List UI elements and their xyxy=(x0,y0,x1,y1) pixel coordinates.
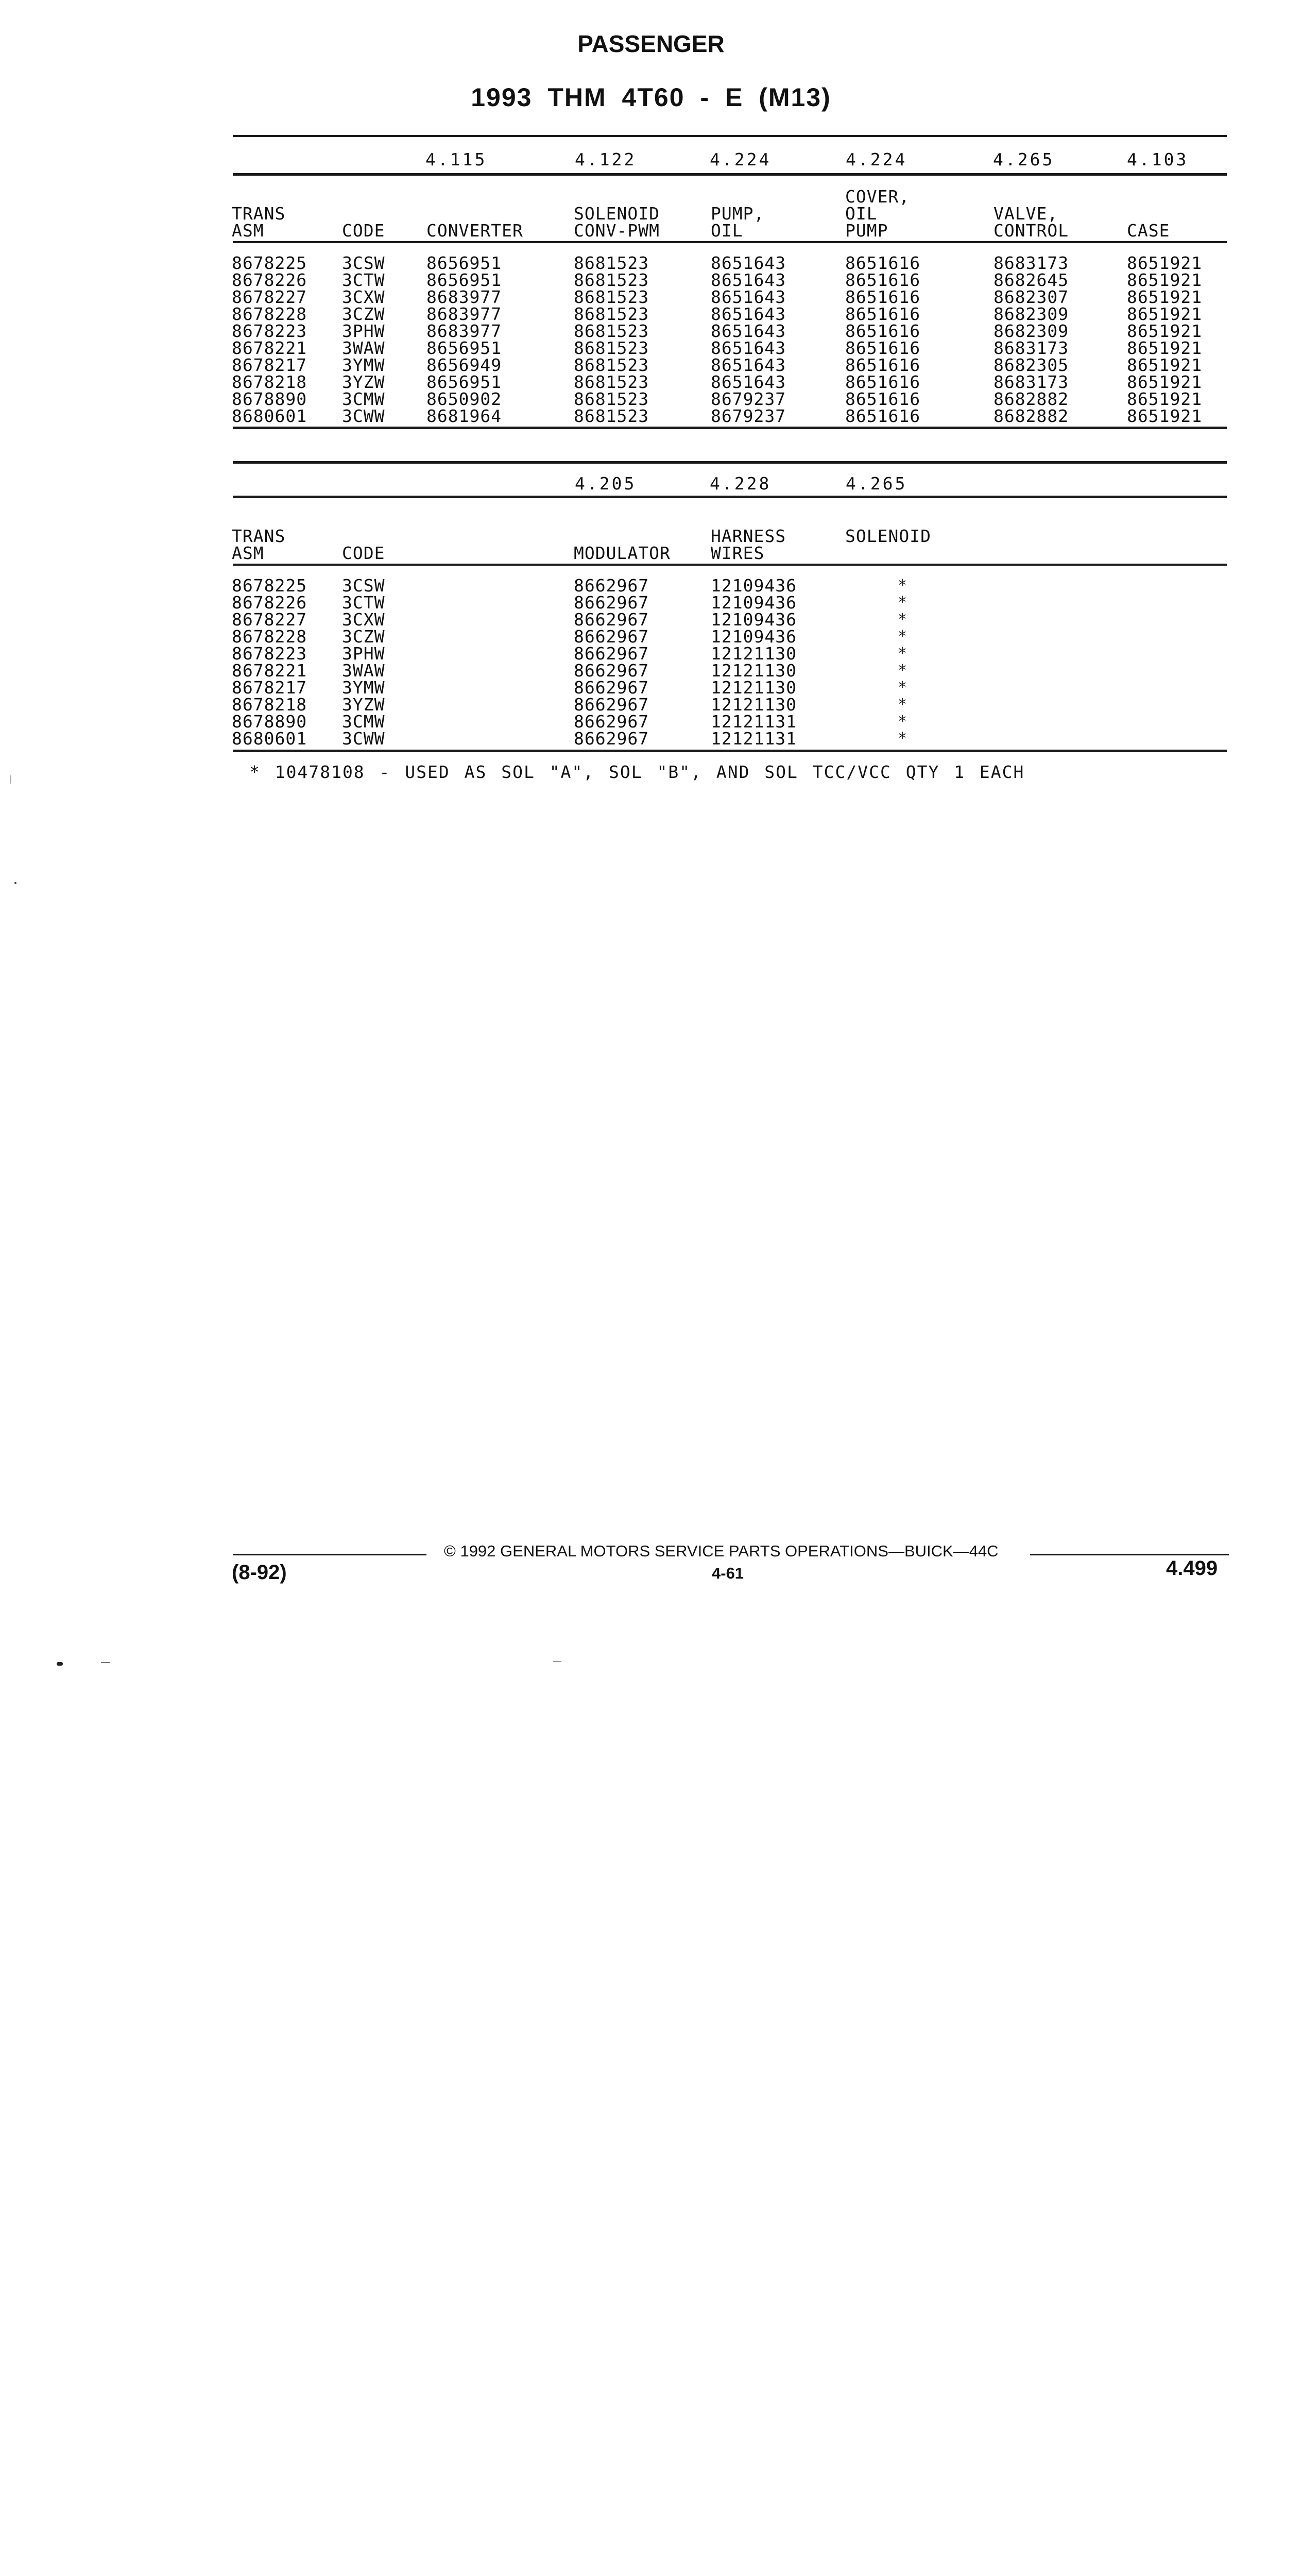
table-row: 8678226 xyxy=(232,270,307,290)
table-cell: 8651921 xyxy=(1127,338,1203,358)
table-cell: 8662967 xyxy=(574,677,649,698)
table1-top-rule xyxy=(233,135,1227,137)
table-cell: 12109436 xyxy=(711,575,797,596)
scan-speck xyxy=(57,1662,63,1666)
table-cell: 8651616 xyxy=(845,389,921,409)
table2-header-rule xyxy=(233,496,1227,498)
footer-right-rule xyxy=(1030,1554,1229,1555)
col-solenoid-line1: SOLENOID xyxy=(574,204,660,224)
table-cell: 3CTW xyxy=(342,270,385,290)
table-row: 8678228 xyxy=(232,626,307,647)
table-row: 8678223 xyxy=(232,321,307,341)
table-cell: 12109436 xyxy=(711,626,797,647)
table-cell: 8651643 xyxy=(711,321,786,341)
table-cell: 3CSW xyxy=(342,253,385,273)
col-pump-line2: OIL xyxy=(711,221,743,241)
table-cell: 8679237 xyxy=(711,389,786,409)
col-converter: CONVERTER xyxy=(426,221,523,241)
table-cell: 8682309 xyxy=(993,321,1069,341)
table-row: 8678218 xyxy=(232,372,307,392)
table-cell: 8682305 xyxy=(993,355,1069,375)
table-cell: 8681523 xyxy=(574,287,649,307)
table-cell: 8650902 xyxy=(426,389,502,409)
col2-trans-asm-line1: TRANS xyxy=(232,526,286,546)
table-cell: 8683173 xyxy=(993,372,1069,392)
table-cell: 12121130 xyxy=(711,643,797,664)
table-row: 8680601 xyxy=(232,406,307,426)
table2-bottom-rule xyxy=(233,750,1227,752)
table-cell: 3PHW xyxy=(342,321,385,341)
table-row: 8678223 xyxy=(232,643,307,664)
table-cell: 3CZW xyxy=(342,626,385,647)
table-cell: 8683977 xyxy=(426,304,502,324)
table-cell: 8651616 xyxy=(845,253,921,273)
table-row: 8678218 xyxy=(232,694,307,715)
col-case: CASE xyxy=(1127,221,1170,241)
ref-solenoid-conv-pwm: 4.122 xyxy=(575,149,637,170)
table2-top-rule xyxy=(233,461,1227,464)
scan-speck xyxy=(10,775,11,784)
table-cell: 12121131 xyxy=(711,728,797,749)
col2-trans-asm-line2: ASM xyxy=(232,543,264,563)
table-cell: 12121131 xyxy=(711,711,797,732)
table-cell: 8681523 xyxy=(574,253,649,273)
table-cell: 8681523 xyxy=(574,338,649,358)
table-row: 8678890 xyxy=(232,389,307,409)
table-cell: 3CZW xyxy=(342,304,385,324)
table-cell: 8651643 xyxy=(711,270,786,290)
table-cell: 8682307 xyxy=(993,287,1069,307)
col-trans-asm-line2: ASM xyxy=(232,221,264,241)
table-cell: 12109436 xyxy=(711,592,797,613)
table-cell: 3PHW xyxy=(342,643,385,664)
asterisk-icon: * xyxy=(898,594,908,612)
table-cell: 3WAW xyxy=(342,338,385,358)
table-cell: 3CXW xyxy=(342,609,385,630)
table-cell: 8651616 xyxy=(845,321,921,341)
footer-page-code: 4-61 xyxy=(712,1564,744,1582)
table-cell: 8651616 xyxy=(845,372,921,392)
table-cell: 8681523 xyxy=(574,372,649,392)
table-cell: 8656951 xyxy=(426,270,502,290)
asterisk-icon: * xyxy=(898,679,908,697)
asterisk-icon: * xyxy=(898,662,908,680)
table-cell: 8651921 xyxy=(1127,321,1203,341)
table2-body-rule xyxy=(233,564,1227,566)
table-cell: 3YZW xyxy=(342,372,385,392)
scan-speck xyxy=(101,1662,110,1663)
table-cell: 8651616 xyxy=(845,270,921,290)
table-cell: 8651616 xyxy=(845,406,921,426)
table-cell: 8651921 xyxy=(1127,372,1203,392)
table-cell: 8682882 xyxy=(993,406,1069,426)
table-cell: 8651616 xyxy=(845,355,921,375)
table-cell: 8651921 xyxy=(1127,253,1203,273)
table-cell: 8683173 xyxy=(993,253,1069,273)
ref-case: 4.103 xyxy=(1127,149,1189,170)
table-cell: 12121130 xyxy=(711,660,797,681)
table1-bottom-rule xyxy=(233,427,1227,429)
table-cell: 8656951 xyxy=(426,253,502,273)
footer-copyright: © 1992 GENERAL MOTORS SERVICE PARTS OPERATIONS—BUICK—44C xyxy=(444,1542,999,1560)
ref-converter: 4.115 xyxy=(425,149,487,170)
table-row: 8678221 xyxy=(232,660,307,681)
col2-modulator: MODULATOR xyxy=(574,543,671,563)
table-cell: 8683977 xyxy=(426,287,502,307)
page-subtitle: 1993 THM 4T60 - E (M13) xyxy=(471,83,831,112)
table-cell: 3CMW xyxy=(342,389,385,409)
table-cell: 8681523 xyxy=(574,389,649,409)
col-cover-line3: PUMP xyxy=(845,221,888,241)
footer-page-number: 4.499 xyxy=(1166,1557,1218,1580)
ref-harness-wires: 4.228 xyxy=(710,473,772,494)
table-cell: 8651643 xyxy=(711,372,786,392)
table1-reference-row xyxy=(0,0,1302,170)
table-cell: 12121130 xyxy=(711,694,797,715)
table-row: 8678228 xyxy=(232,304,307,324)
table-cell: 8681523 xyxy=(574,304,649,324)
table-cell: 8662967 xyxy=(574,609,649,630)
table-cell: 8662967 xyxy=(574,643,649,664)
col-cover-line2: OIL xyxy=(845,204,878,224)
asterisk-icon: * xyxy=(898,696,908,714)
table-cell: 3CTW xyxy=(342,592,385,613)
table-cell: 8662967 xyxy=(574,711,649,732)
table1-body-rule xyxy=(233,241,1227,243)
table-cell: 8682882 xyxy=(993,389,1069,409)
table-cell: 3CWW xyxy=(342,728,385,749)
table-cell: 3CMW xyxy=(342,711,385,732)
table-row: 8678225 xyxy=(232,575,307,596)
table-cell: 8662967 xyxy=(574,626,649,647)
col-cover-line1: COVER, xyxy=(845,187,910,207)
col2-solenoid: SOLENOID xyxy=(845,526,931,546)
ref-modulator: 4.205 xyxy=(575,473,637,494)
ref-valve-control: 4.265 xyxy=(993,149,1055,170)
asterisk-icon: * xyxy=(898,645,908,663)
table-cell: 8656951 xyxy=(426,372,502,392)
table-row: 8678890 xyxy=(232,711,307,732)
table-cell: 8651643 xyxy=(711,253,786,273)
table-row: 8678217 xyxy=(232,677,307,698)
table-cell: 8651643 xyxy=(711,355,786,375)
scan-speck xyxy=(14,882,16,884)
table1-header-rule xyxy=(233,173,1227,176)
col2-harness-line2: WIRES xyxy=(711,543,765,563)
table-cell: 8662967 xyxy=(574,592,649,613)
col-solenoid-line2: CONV-PWM xyxy=(574,221,660,241)
table-cell: 8683977 xyxy=(426,321,502,341)
table-cell: 8681523 xyxy=(574,270,649,290)
table-cell: 8651616 xyxy=(845,338,921,358)
table-cell: 8662967 xyxy=(574,728,649,749)
page-heading: PASSENGER xyxy=(577,30,725,57)
table-cell: 8679237 xyxy=(711,406,786,426)
asterisk-icon: * xyxy=(898,611,908,629)
table-row: 8678227 xyxy=(232,287,307,307)
table-cell: 3WAW xyxy=(342,660,385,681)
table-cell: 3YMW xyxy=(342,677,385,698)
table-cell: 3YZW xyxy=(342,694,385,715)
footer-date: (8-92) xyxy=(232,1561,287,1584)
table-cell: 8651921 xyxy=(1127,406,1203,426)
col-pump-line1: PUMP, xyxy=(711,204,765,224)
table-cell: 8683173 xyxy=(993,338,1069,358)
ref-cover-oil-pump: 4.224 xyxy=(846,149,907,170)
table-cell: 3CXW xyxy=(342,287,385,307)
table-row: 8680601 xyxy=(232,728,307,749)
asterisk-icon: * xyxy=(898,713,908,731)
table-cell: 8651616 xyxy=(845,287,921,307)
table-row: 8678225 xyxy=(232,253,307,273)
ref-solenoid: 4.265 xyxy=(846,473,907,494)
table-cell: 8651616 xyxy=(845,304,921,324)
table-cell: 12121130 xyxy=(711,677,797,698)
table-cell: 3CSW xyxy=(342,575,385,596)
table-row: 8678217 xyxy=(232,355,307,375)
col-valve-line1: VALVE, xyxy=(993,204,1058,224)
table-cell: 8651643 xyxy=(711,287,786,307)
table-cell: 12109436 xyxy=(711,609,797,630)
table-cell: 8662967 xyxy=(574,660,649,681)
table-cell: 8656949 xyxy=(426,355,502,375)
ref-pump-oil: 4.224 xyxy=(710,149,772,170)
table-cell: 8651921 xyxy=(1127,270,1203,290)
table-cell: 8682645 xyxy=(993,270,1069,290)
table1-body xyxy=(0,253,1302,1955)
col-code: CODE xyxy=(342,221,385,241)
table-cell: 8662967 xyxy=(574,694,649,715)
table-cell: 8651643 xyxy=(711,338,786,358)
table-cell: 8651643 xyxy=(711,304,786,324)
col-trans-asm-line1: TRANS xyxy=(232,204,286,224)
asterisk-icon: * xyxy=(898,577,908,595)
table-cell: 3CWW xyxy=(342,406,385,426)
table-cell: 8651921 xyxy=(1127,389,1203,409)
col2-code: CODE xyxy=(342,543,385,563)
table-cell: 8681964 xyxy=(426,406,502,426)
footnote: * 10478108 - USED AS SOL "A", SOL "B", AND SOL TCC/VCC QTY 1 EACH xyxy=(249,762,1025,782)
table-cell: 8682309 xyxy=(993,304,1069,324)
table-row: 8678227 xyxy=(232,609,307,630)
footer-left-rule xyxy=(233,1554,426,1555)
table-cell: 8651921 xyxy=(1127,355,1203,375)
table-cell: 8681523 xyxy=(574,406,649,426)
table1-column-headers xyxy=(0,136,1302,408)
table-cell: 8681523 xyxy=(574,321,649,341)
table-cell: 8651921 xyxy=(1127,304,1203,324)
scan-speck xyxy=(553,1661,561,1662)
table-cell: 8681523 xyxy=(574,355,649,375)
table-cell: 8656951 xyxy=(426,338,502,358)
table-cell: 3YMW xyxy=(342,355,385,375)
col2-harness-line1: HARNESS xyxy=(711,526,786,546)
table-row: 8678226 xyxy=(232,592,307,613)
col-valve-line2: CONTROL xyxy=(993,221,1069,241)
asterisk-icon: * xyxy=(898,730,908,748)
table-row: 8678221 xyxy=(232,338,307,358)
table-cell: 8662967 xyxy=(574,575,649,596)
table-cell: 8651921 xyxy=(1127,287,1203,307)
asterisk-icon: * xyxy=(898,628,908,646)
